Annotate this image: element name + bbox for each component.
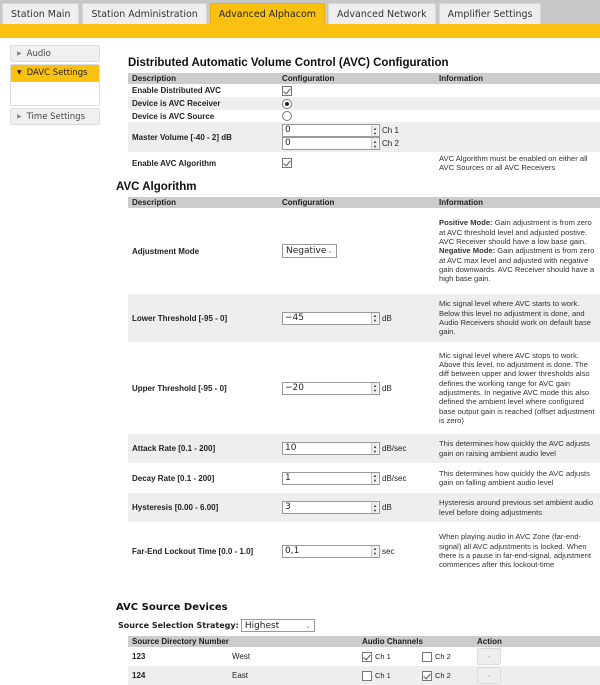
tab-advanced-alphacom[interactable]: Advanced Alphacom <box>210 3 325 24</box>
tab-station-administration[interactable]: Station Administration <box>82 3 206 24</box>
enable-distributed-avc-label: Enable Distributed AVC <box>132 86 221 95</box>
col-information: Information <box>435 73 600 84</box>
davc-config-table <box>128 73 600 174</box>
spinner-arrows-icon[interactable]: ▲ ▼ <box>371 383 378 394</box>
tab-advanced-network[interactable]: Advanced Network <box>328 3 436 24</box>
col-action: Action <box>473 636 600 647</box>
enable-distributed-avc-checkbox[interactable] <box>282 86 292 96</box>
adjustment-mode-info: Positive Mode: Gain adjustment is from zero at AVC threshold level and adjusted postive. AVC Receiver should have a low base gain. Negative Mode: Gain adjustment is from zero at AVC max level and adjusted with negative gain downwards. AVC Receiver should have a high base gain. <box>439 218 595 284</box>
master-volume-ch2-field[interactable]: 0 ▲ ▼ Ch 2 <box>282 137 399 150</box>
source-name: East <box>228 666 358 685</box>
spinner-arrows-icon[interactable]: ▲ ▼ <box>371 502 378 513</box>
tab-amplifier-settings[interactable]: Amplifier Settings <box>439 3 542 24</box>
lockout-time-label: Far-End Lockout Time [0.0 - 1.0] <box>132 546 254 556</box>
lower-threshold-label: Lower Threshold [-95 - 0] <box>128 294 278 342</box>
col-configuration: Configuration <box>278 197 435 208</box>
spinner-arrows-icon[interactable]: ▲ ▼ <box>371 473 378 484</box>
lower-threshold-info: Mic signal level where AVC starts to work. Below this level no adjustment is done, and Audio Receivers should work on default base gain. <box>435 294 600 342</box>
col-description: Description <box>128 73 278 84</box>
master-volume-ch1-field[interactable]: 0 ▲ ▼ Ch 1 <box>282 124 399 137</box>
avc-source-radio[interactable] <box>282 111 292 121</box>
chevron-down-icon: ⌄ <box>327 247 333 255</box>
lockout-time-info: When playing audio in AVC Zone (far-end-signal) all AVC adjustments is locked. When there is a pause in far-end-signal, adjustment commences after this lockout-time <box>439 532 591 570</box>
sidebar-item-davc-header[interactable] <box>11 65 99 82</box>
col-configuration: Configuration <box>278 73 435 84</box>
avc-algorithm-title: AVC Algorithm <box>116 181 197 193</box>
chevron-down-icon: ⌄ <box>304 621 311 630</box>
decay-rate-info: This determines how quickly the AVC adjusts gain on falling ambient audio level <box>439 468 590 487</box>
col-source-directory: Source Directory Number <box>128 636 358 647</box>
source-strategy-row <box>118 619 600 632</box>
source-strategy-label: Source Selection Strategy: <box>118 621 239 630</box>
sidebar-item-audio[interactable] <box>10 45 100 62</box>
enable-avc-algorithm-info: AVC Algorithm must be enabled on either all AVC Sources or all AVC Receivers <box>439 153 588 172</box>
lockout-time-field[interactable]: 0,1 ▲ ▼ sec <box>282 545 394 558</box>
sidebar-item-time-settings[interactable] <box>10 108 100 125</box>
adjustment-mode-label: Adjustment Mode <box>132 246 200 256</box>
col-audio-channels: Audio Channels <box>358 636 473 647</box>
ch2-checkbox[interactable] <box>422 671 432 681</box>
table-row: 124 East Ch 1 Ch 2 - <box>128 666 600 685</box>
attack-rate-info: This determines how quickly the AVC adjusts gain on raising ambient audio level <box>435 434 600 463</box>
sidebar-item-label: Audio <box>26 49 51 59</box>
upper-threshold-info: Mic signal level where AVC stops to work. Above this level, no adjustment is done. The diff between upper and lower thresholds also defines the working range for AVC gain adjustments. In negative AVC mode this also defined the ambient level where configured base output gain is reached (offset adjustment is zero) <box>439 350 595 425</box>
spinner-arrows-icon[interactable]: ▲ ▼ <box>371 138 378 149</box>
spinner-arrows-icon[interactable]: ▲ ▼ <box>371 313 378 324</box>
lower-threshold-field[interactable]: −45 ▲ ▼ dB <box>282 312 392 325</box>
ch2-checkbox[interactable] <box>422 652 432 662</box>
main-content <box>116 57 600 685</box>
source-name: West <box>232 652 251 661</box>
master-volume-label: Master Volume [-40 - 2] dB <box>128 122 278 152</box>
col-description: Description <box>128 197 278 208</box>
accent-bar <box>0 24 600 38</box>
sidebar <box>10 45 100 127</box>
hysteresis-info: Hysteresis around previous set ambient audio level before doing adjustments <box>435 493 600 522</box>
sidebar-item-label: Time Settings <box>26 112 85 122</box>
sidebar-item-davc-settings <box>10 64 100 106</box>
enable-avc-algorithm-label: Enable AVC Algorithm <box>132 158 217 168</box>
hysteresis-field[interactable]: 3 ▲ ▼ dB <box>282 501 392 514</box>
upper-threshold-field[interactable]: −20 ▲ ▼ dB <box>282 382 392 395</box>
triangle-right-icon: ▶ <box>17 50 22 57</box>
spinner-arrows-icon[interactable]: ▲ ▼ <box>371 443 378 454</box>
decay-rate-field[interactable]: 1 ▲ ▼ dB/sec <box>282 472 406 485</box>
ch1-checkbox[interactable] <box>362 652 372 662</box>
avc-algorithm-table <box>128 197 600 580</box>
sidebar-item-label: DAVC Settings <box>26 68 88 78</box>
source-number: 123 <box>132 652 146 661</box>
avc-source-label: Device is AVC Source <box>132 111 215 121</box>
enable-avc-algorithm-checkbox[interactable] <box>282 158 292 168</box>
avc-source-devices-title: AVC Source Devices <box>116 602 228 613</box>
remove-source-button[interactable]: - <box>477 667 501 684</box>
hysteresis-label: Hysteresis [0.00 - 6.00] <box>128 493 278 522</box>
remove-source-button[interactable]: - <box>477 648 501 665</box>
avc-receiver-radio[interactable] <box>282 99 292 109</box>
source-number: 124 <box>128 666 228 685</box>
sidebar-item-davc-body <box>11 82 99 105</box>
decay-rate-label: Decay Rate [0.1 - 200] <box>132 473 215 483</box>
upper-threshold-label: Upper Threshold [-95 - 0] <box>132 383 227 393</box>
spinner-arrows-icon[interactable]: ▲ ▼ <box>371 125 378 136</box>
adjustment-mode-select[interactable]: Negative ⌄ <box>282 244 337 258</box>
triangle-down-icon: ▼ <box>17 69 22 76</box>
ch1-checkbox[interactable] <box>362 671 372 681</box>
spinner-arrows-icon[interactable]: ▲ ▼ <box>371 546 378 557</box>
attack-rate-field[interactable]: 10 ▲ ▼ dB/sec <box>282 442 406 455</box>
source-devices-table <box>128 636 600 685</box>
table-row: 123 West Ch 1 Ch 2 - <box>128 647 600 666</box>
tab-station-main[interactable]: Station Main <box>2 3 79 24</box>
col-information: Information <box>435 197 600 208</box>
attack-rate-label: Attack Rate [0.1 - 200] <box>128 434 278 463</box>
triangle-right-icon: ▶ <box>17 113 22 120</box>
davc-section-title: Distributed Automatic Volume Control (AVC) Configuration <box>128 57 449 69</box>
avc-receiver-label: Device is AVC Receiver <box>128 97 278 110</box>
source-strategy-select[interactable]: Highest ⌄ <box>241 619 315 632</box>
top-tab-bar <box>0 0 600 24</box>
